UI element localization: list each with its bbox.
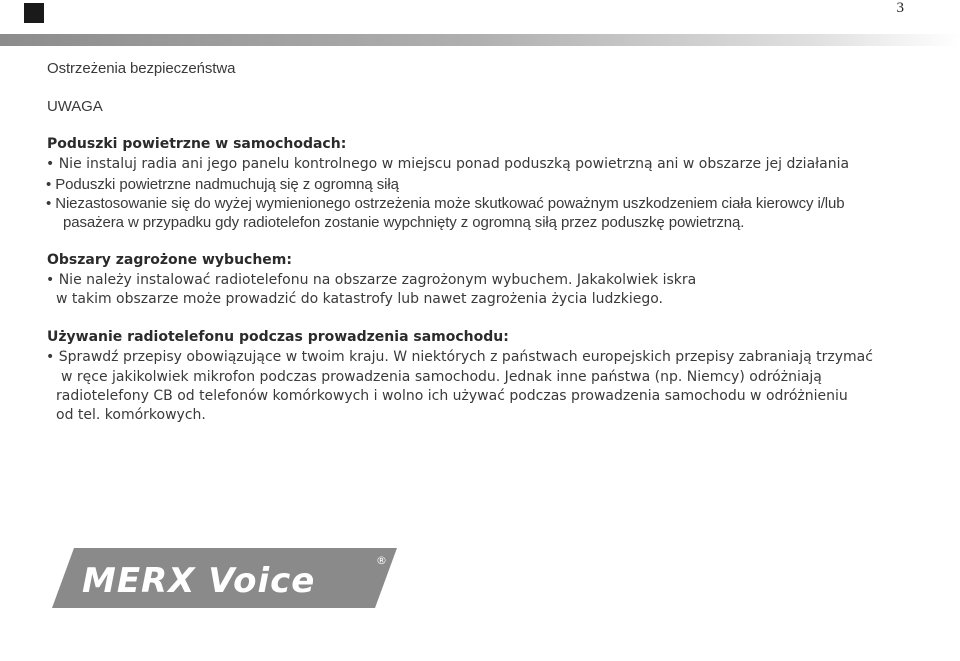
page-number: 3 bbox=[896, 0, 904, 16]
airbags-heading: Poduszki powietrzne w samochodach: bbox=[47, 136, 347, 152]
section-title: Ostrzeżenia bezpieczeństwa bbox=[47, 60, 236, 77]
corner-square-marker bbox=[24, 3, 44, 23]
driving-line-3: radiotelefony CB od telefonów komórkowych i wolno ich używać podczas prowadzenia samochodu w odróżnieniu bbox=[56, 388, 848, 404]
explosive-heading: Obszary zagrożone wybuchem: bbox=[47, 252, 292, 268]
airbags-line-2: • Poduszki powietrzne nadmuchują się z ogromną siłą bbox=[46, 176, 399, 193]
driving-line-2: w ręce jakikolwiek mikrofon podczas prowadzenia samochodu. Jednak inne państwa (np. Niemcy) odróżniają bbox=[61, 369, 822, 385]
explosive-line-1: • Nie należy instalować radiotelefonu na obszarze zagrożonym wybuchem. Jakakolwiek iskra bbox=[46, 272, 697, 288]
warning-label: UWAGA bbox=[47, 98, 103, 115]
driving-line-1: • Sprawdź przepisy obowiązujące w twoim kraju. W niektórych z państwach europejskich przepisy zabraniają trzymać bbox=[46, 349, 873, 365]
airbags-line-4: pasażera w przypadku gdy radiotelefon zostanie wypchnięty z ogromną siłą przez poduszkę powietrzną. bbox=[63, 214, 745, 231]
airbags-line-3: • Niezastosowanie się do wyżej wymienionego ostrzeżenia może skutkować poważnym uszkodzeniem ciała kierowcy i/lub bbox=[46, 195, 845, 212]
driving-line-4: od tel. komórkowych. bbox=[56, 407, 206, 423]
merx-voice-logo bbox=[52, 548, 397, 608]
logo-brand-text: MERX Voice bbox=[82, 561, 316, 601]
logo-registered-mark: ® bbox=[376, 554, 387, 567]
explosive-line-2: w takim obszarze może prowadzić do katastrofy lub nawet zagrożenia życia ludzkiego. bbox=[56, 291, 663, 307]
airbags-line-1: • Nie instaluj radia ani jego panelu kontrolnego w miejscu ponad poduszką powietrzną ani w obszarze jej działania bbox=[46, 156, 850, 172]
driving-heading: Używanie radiotelefonu podczas prowadzenia samochodu: bbox=[47, 329, 509, 345]
header-gradient-bar bbox=[0, 34, 960, 46]
